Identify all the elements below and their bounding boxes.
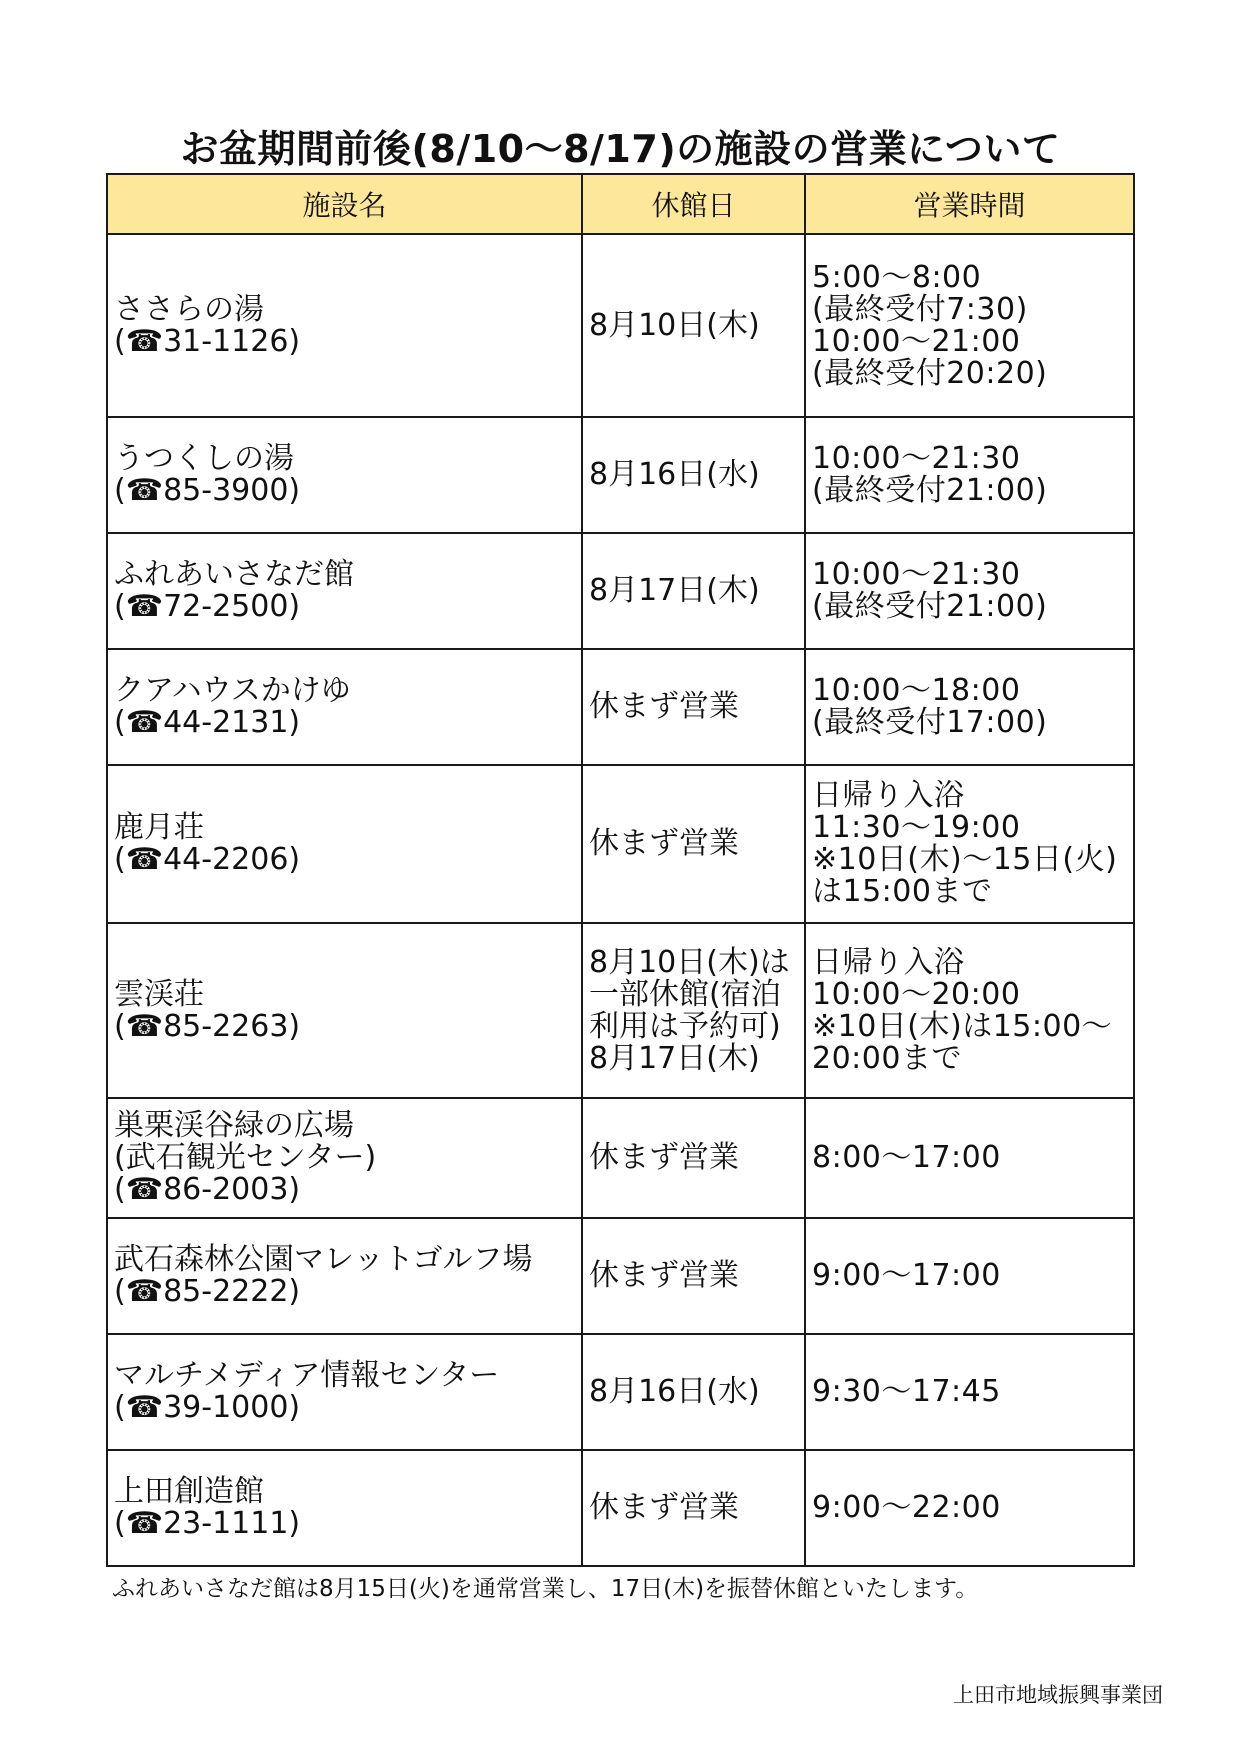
cell-text-line: (☎44-2131) [114,705,301,740]
facility-name-cell [107,1334,582,1450]
closed-day-cell [582,533,805,649]
header-closed-day: 休館日 [582,174,805,234]
cell-text-line: 休まず営業 [589,826,739,861]
closed-day-cell [582,923,805,1098]
cell-text-line: 休まず営業 [589,1490,739,1525]
cell-text-line: 日帰り入浴 [812,778,965,813]
cell-text-line: 利用は予約可) [589,1008,781,1044]
table-row [107,923,1134,1098]
business-hours-cell [805,649,1134,765]
header-facility-name: 施設名 [107,174,582,234]
closed-day-cell [582,649,805,765]
cell-text-line: 上田創造館 [114,1474,264,1509]
cell-text-line: (最終受付17:00) [812,705,1048,740]
closed-day-cell [582,417,805,533]
business-hours-cell [805,533,1134,649]
cell-text-line: 9:30～17:45 [812,1374,1001,1409]
organization-name: 上田市地域振興事業団 [953,1683,1163,1707]
cell-text-line: (最終受付21:00) [812,473,1048,508]
cell-text-line: 11:30～19:00 [812,810,1021,845]
cell-text-line: (☎85-2263) [114,1008,301,1044]
facility-name-cell [107,1218,582,1334]
table-row [107,1450,1134,1566]
header-business-hours: 営業時間 [805,174,1134,234]
cell-text-line: 9:00～22:00 [812,1490,1001,1525]
closed-day-cell [582,765,805,923]
cell-text-line: (☎85-3900) [114,473,301,508]
table-row [107,765,1134,923]
footnote: ふれあいさなだ館は8月15日(火)を通常営業し、17日(木)を振替休館といたします。 [112,1576,979,1602]
cell-text-line: ささらの湯 [114,291,264,327]
business-hours-cell [805,1218,1134,1334]
business-hours-cell [805,1450,1134,1566]
cell-text-line: 武石森林公園マレットゴルフ場 [114,1242,533,1277]
cell-text-line: 10:00～21:30 [812,557,1021,592]
cell-text-line: 10:00～21:00 [812,323,1021,359]
cell-text-line: (☎86-2003) [114,1172,301,1207]
cell-text-line: 雲渓荘 [114,976,204,1012]
business-hours-cell [805,234,1134,417]
page-title: お盆期間前後(8/10～8/17)の施設の営業について [180,127,1061,171]
cell-text-line: (☎72-2500) [114,589,301,624]
cell-text-line: 20:00まで [812,1040,962,1076]
cell-text-line: 休まず営業 [589,1258,739,1293]
cell-text-line: クアハウスかけゆ [114,673,351,708]
cell-text-line: (☎31-1126) [114,323,301,359]
facility-name-cell [107,234,582,417]
cell-text-line: 8月17日(木) [589,573,760,608]
closed-day-cell [582,1098,805,1218]
cell-text-line: (☎39-1000) [114,1390,301,1425]
cell-text-line: 10:00～21:30 [812,441,1021,476]
closed-day-cell [582,1218,805,1334]
facility-name-cell [107,1450,582,1566]
table-row [107,1218,1134,1334]
cell-text-line: 休まず営業 [589,1140,739,1175]
cell-text-line: ※10日(木)～15日(火) [812,842,1118,877]
table-header-row [107,174,1134,234]
table-row [107,1334,1134,1450]
cell-text-line: 日帰り入浴 [812,944,965,980]
facility-name-cell [107,765,582,923]
cell-text-line: (☎23-1111) [114,1506,301,1541]
table-row [107,417,1134,533]
cell-text-line: ※10日(木)は15:00～ [812,1008,1113,1044]
cell-text-line: 鹿月荘 [114,810,204,845]
cell-text-line: 休まず営業 [589,689,739,724]
table-row [107,533,1134,649]
table-row [107,649,1134,765]
closed-day-cell [582,1334,805,1450]
cell-text-line: (武石観光センター) [114,1140,377,1175]
business-hours-cell [805,923,1134,1098]
cell-text-line: (最終受付7:30) [812,291,1028,327]
table-row [107,1098,1134,1218]
cell-text-line: 9:00～17:00 [812,1258,1001,1293]
business-hours-cell [805,417,1134,533]
cell-text-line: 5:00～8:00 [812,259,982,295]
cell-text-line: 8月10日(木)は [589,944,790,980]
cell-text-line: (最終受付21:00) [812,589,1048,624]
cell-text-line: 8月16日(水) [589,457,760,492]
facility-name-cell [107,923,582,1098]
cell-text-line: 巣栗渓谷緑の広場 [114,1108,354,1143]
cell-text-line: 8月17日(木) [589,1040,760,1076]
cell-text-line: 10:00～20:00 [812,976,1021,1012]
business-hours-cell [805,1098,1134,1218]
facility-name-cell [107,533,582,649]
cell-text-line: うつくしの湯 [114,441,294,476]
cell-text-line: ふれあいさなだ館 [114,557,354,592]
business-hours-cell [805,1334,1134,1450]
cell-text-line: は15:00まで [812,874,993,909]
closed-day-cell [582,234,805,417]
cell-text-line: 10:00～18:00 [812,673,1021,708]
business-hours-cell [805,765,1134,923]
facility-schedule-table [106,173,1135,1567]
cell-text-line: 8月10日(木) [589,307,760,343]
cell-text-line: (最終受付20:20) [812,355,1048,391]
table-row [107,234,1134,417]
cell-text-line: 一部休館(宿泊 [589,976,781,1012]
cell-text-line: (☎44-2206) [114,842,301,877]
cell-text-line: (☎85-2222) [114,1274,301,1309]
cell-text-line: 8:00～17:00 [812,1140,1001,1175]
cell-text-line: 8月16日(水) [589,1374,760,1409]
closed-day-cell [582,1450,805,1566]
facility-name-cell [107,1098,582,1218]
cell-text-line: マルチメディア情報センター [114,1358,500,1393]
facility-name-cell [107,649,582,765]
facility-name-cell [107,417,582,533]
